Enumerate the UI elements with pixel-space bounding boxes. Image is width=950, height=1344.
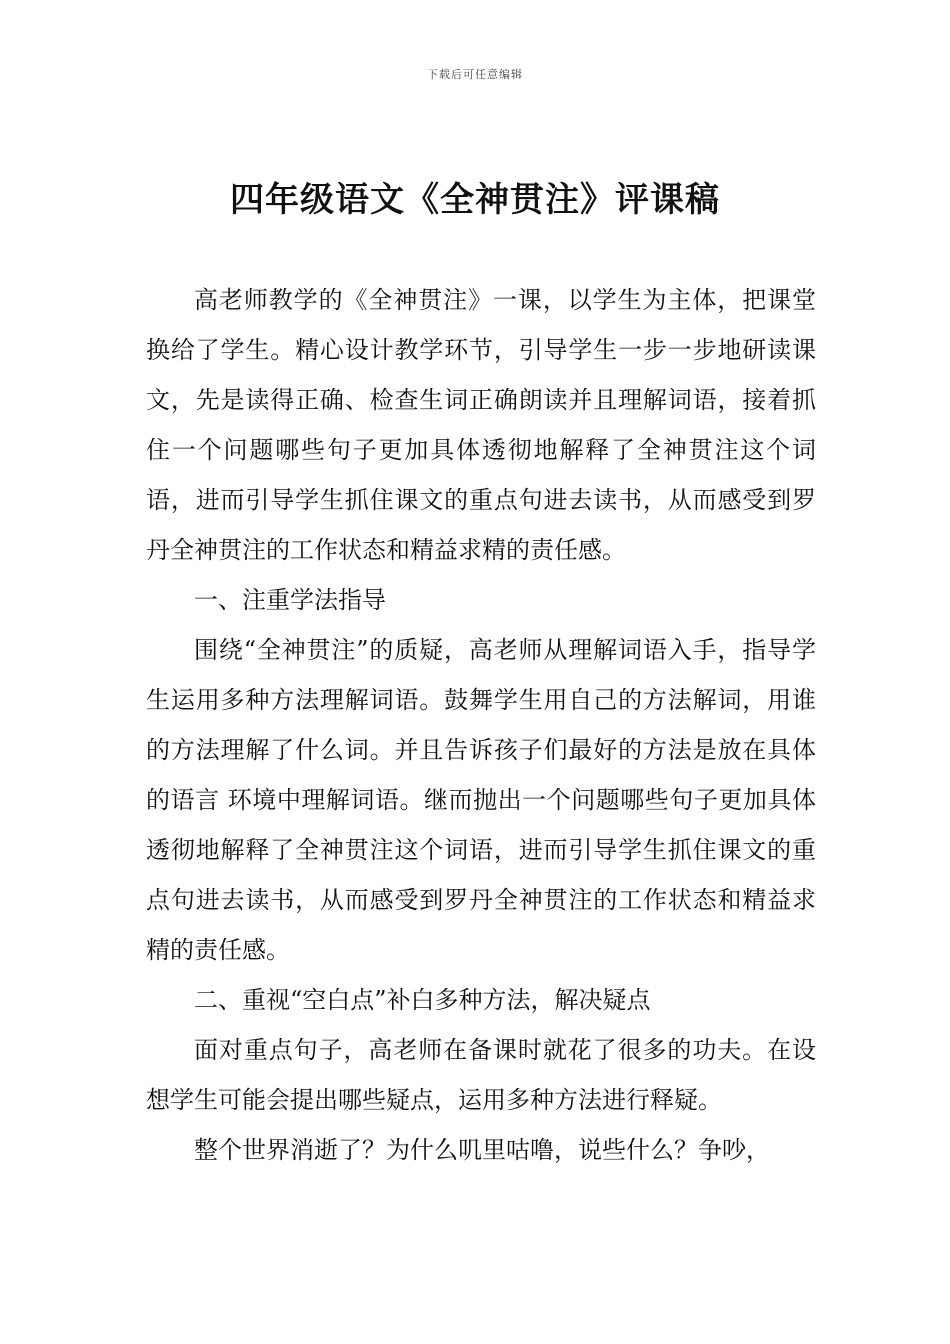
- page-header-note: 下载后可任意编辑: [427, 68, 523, 81]
- paragraph-section-2: 面对重点句子，高老师在备课时就花了很多的功夫。在设想学生可能会提出哪些疑点，运用多种方法进行释疑。: [146, 1036, 816, 1114]
- paragraph-section-1: 围绕“全神贯注”的质疑，高老师从理解词语入手，指导学生运用多种方法理解词语。鼓舞学生用自己的方法解词，用谁的方法理解了什么词。并且告诉孩子们最好的方法是放在具体的语言 环境中理解词语。继而抛出一个问题哪些句子更加具体透彻地解释了全神贯注这个词语，进而引导学生抓住课文的重点句进去读书，从而感受到罗丹全神贯注的工作状态和精益求精的责任感。: [146, 636, 816, 964]
- document-title: 四年级语文《全神贯注》评课稿: [230, 180, 720, 220]
- paragraph-questions: 整个世界消逝了？为什么叽里咕噜，说些什么？争吵，: [194, 1136, 770, 1164]
- paragraph-intro: 高老师教学的《全神贯注》一课，以学生为主体，把课堂换给了学生。精心设计教学环节，引导学生一步一步地研读课文，先是读得正确、检查生词正确朗读并且理解词语，接着抓住一个问题哪些句子更加具体透彻地解释了全神贯注这个词语，进而引导学生抓住课文的重点句进去读书，从而感受到罗丹全神贯注的工作状态和精益求精的责任感。: [146, 286, 816, 564]
- section-heading-1: 一、注重学法指导: [194, 586, 386, 614]
- document-body: [146, 275, 816, 1175]
- section-heading-2: 二、重视“空白点”补白多种方法，解决疑点: [194, 986, 651, 1014]
